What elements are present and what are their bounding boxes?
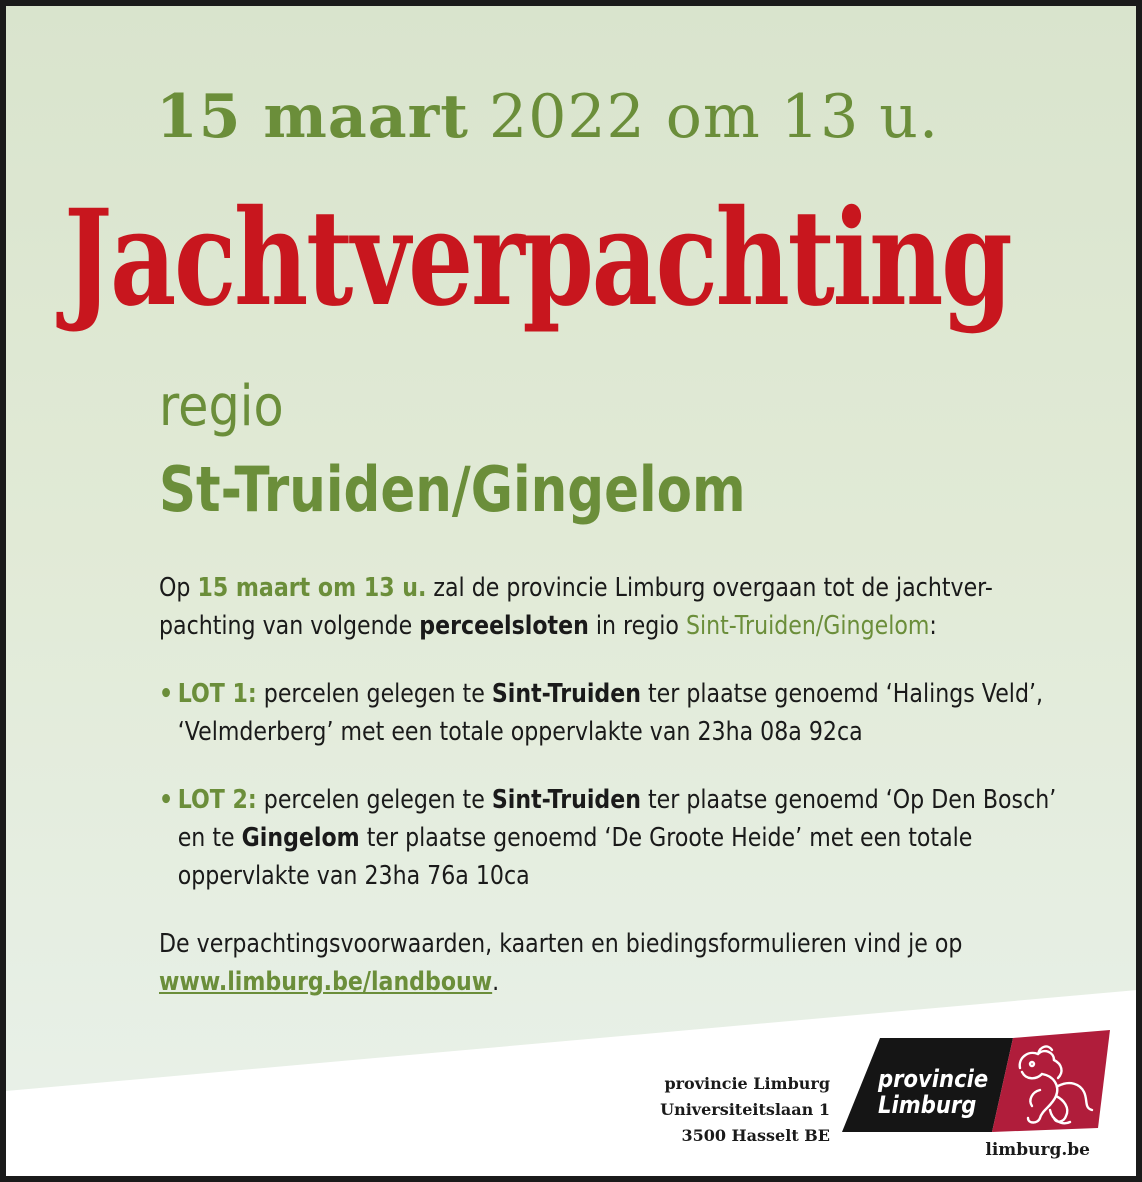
logo-line-2: Limburg (878, 1091, 977, 1119)
lot-2-label: LOT 2: (177, 785, 257, 815)
logo-wordmark (878, 1066, 988, 1118)
intro-region: Sint-Truiden/Gingelom (685, 611, 930, 641)
main-title: Jachtverpachting (64, 181, 1011, 336)
lot-2-place-2: Gingelom (241, 823, 360, 853)
intro-keyword: perceelsloten (419, 611, 589, 641)
region-label: regio (159, 374, 284, 439)
region-name: St-Truiden/Gingelom (159, 453, 746, 526)
event-date-day-month: 15 maart (156, 82, 469, 152)
address-line: 3500 Hasselt BE (681, 1126, 830, 1145)
lot-2-place-1: Sint-Truiden (491, 785, 641, 815)
lot-2-item: • LOT 2: percelen gelegen te Sint-Truiden ter plaatse genoemd ‘Op Den Bosch’ en te Gingelom ter plaatse genoemd ‘De Groote Heide’ met een totale oppervlakte van 23ha 76a 10ca (159, 781, 1060, 895)
bullet-icon: • (159, 785, 174, 815)
lot-1-place: Sint-Truiden (491, 679, 641, 709)
logo-line-1: provincie (878, 1065, 989, 1093)
intro-paragraph: Op 15 maart om 13 u. zal de provincie Limburg overgaan tot de jachtver-pachting van volgende perceelsloten in regio Sint-Truiden/Gingelom: (159, 573, 993, 641)
address-block (566, 1071, 830, 1149)
address-line: provincie Limburg (664, 1074, 830, 1093)
announcement-body (159, 569, 1060, 1001)
landbouw-link[interactable]: www.limburg.be/landbouw (159, 967, 493, 997)
event-date-year-time: 2022 om 13 u. (489, 82, 940, 152)
event-date-heading (156, 82, 939, 152)
address-line: Universiteitslaan 1 (660, 1100, 830, 1119)
outro-paragraph: De verpachtingsvoorwaarden, kaarten en biedingsformulieren vind je op www.limburg.be/landbouw. (159, 929, 963, 997)
bullet-icon: • (159, 679, 174, 709)
lot-1-item: • LOT 1: percelen gelegen te Sint-Truiden ter plaatse genoemd ‘Halings Veld’, ‘Velmderberg’ met een totale oppervlakte van 23ha 08a 92ca (159, 675, 1060, 751)
website-url: limburg.be (985, 1140, 1090, 1160)
lot-1-label: LOT 1: (177, 679, 257, 709)
intro-date: 15 maart om 13 u. (197, 573, 427, 603)
